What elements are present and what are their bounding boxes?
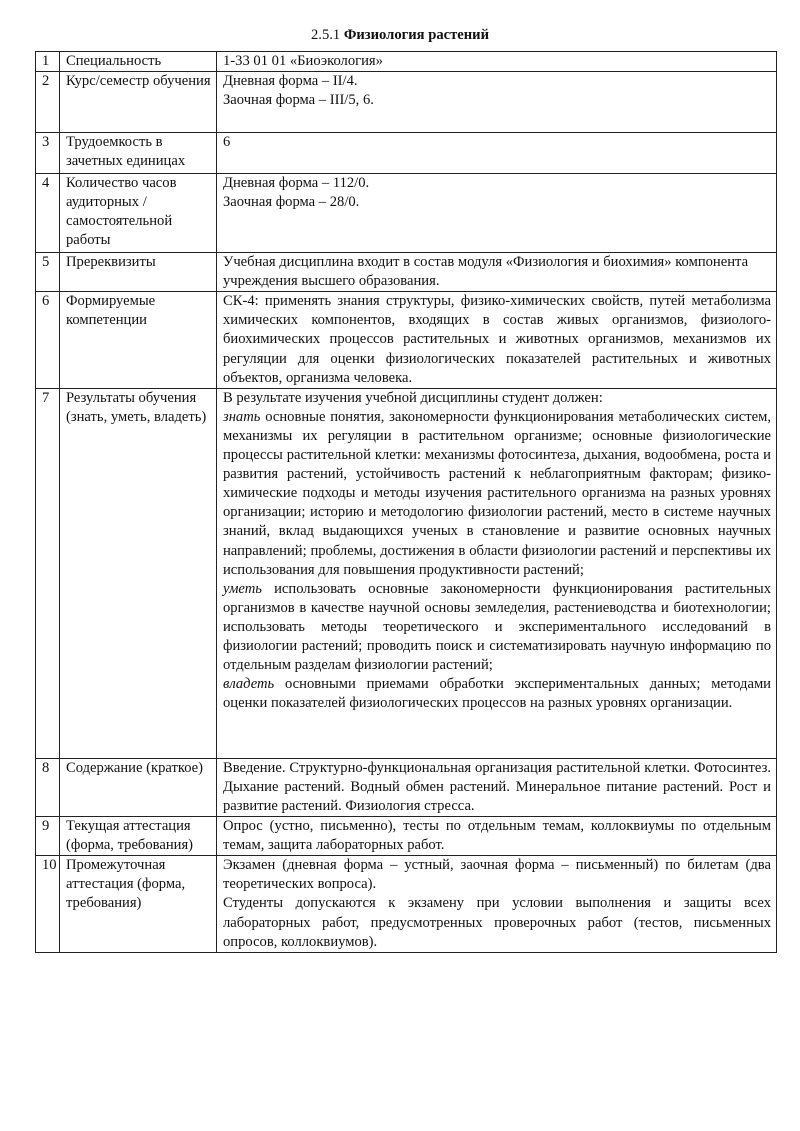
can-text: использовать основные закономерности функционирования растительных организмов в качестве научной основы земледелия, растениеводства и биотехнологии; использовать методы теоретического и экспериментального исследований в физиологии растений; проводить поиск и систематизировать научную информацию по отдельным разделам физиологии растений;: [223, 580, 771, 674]
discipline-title: Физиология растений: [343, 27, 489, 43]
know-text: основные понятия, закономерности функционирования метаболических систем, механизмы их регуляции в растительном организме; основные физиологические процессы растительной клетки: механизмы фотосинтеза, дыхания, водообмена, роста и развития растений, устойчивость растений к неблагоприятным факторам; физико-химические подходы и методы изучения растительного организма на разных уровнях организации; историю и методологию физиологии растений, место в системе научных знаний, вклад выдающихся ученых в становление и развитие основных научных направлений; проблемы, достижения в области физиологии растений и перспективы их использования для повышения продуктивности растений;: [223, 408, 771, 578]
table-row: [36, 72, 777, 133]
row-number: 8: [36, 758, 60, 816]
value-line: Заочная форма – 28/0.: [223, 194, 360, 211]
value-paragraph: Экзамен (дневная форма – устный, заочная форма – письменный) по билетам (два теоретических вопроса).: [223, 857, 771, 893]
table-row: [36, 292, 777, 388]
row-label: Содержание (краткое): [60, 758, 217, 816]
value-line: Заочная форма – III/5, 6.: [223, 92, 374, 109]
table-row: [36, 52, 777, 72]
table-row: [36, 758, 777, 816]
row-number: 6: [36, 292, 60, 388]
section-title: [0, 26, 800, 45]
section-number: 2.5.1: [311, 27, 341, 43]
row-number: 1: [36, 52, 60, 72]
row-value: 6: [217, 133, 777, 174]
own-term: владеть: [223, 676, 275, 693]
row-number: 2: [36, 72, 60, 133]
outcome-can: [223, 580, 771, 675]
table-row: [36, 133, 777, 174]
know-term: знать: [223, 408, 261, 425]
row-value: 1-33 01 01 «Биоэкология»: [217, 52, 777, 72]
row-label: Текущая аттестация (форма, требования): [60, 817, 217, 856]
can-term: уметь: [223, 580, 262, 597]
row-value: СК-4: применять знания структуры, физико-химических свойств, путей метаболизма химических компонентов, входящих в состав живых организмов, физиолого-биохимических процессов растительных и животных организмов, механизмов их регуляции для оценки физиологических показателей растительных и животных объектов, организма человека.: [217, 292, 777, 388]
outcome-know: [223, 408, 771, 580]
row-value: Учебная дисциплина входит в состав модуля «Физиология и биохимия» компонента учреждения высшего образования.: [217, 253, 777, 292]
row-number: 3: [36, 133, 60, 174]
row-label: Пререквизиты: [60, 253, 217, 292]
row-number: 4: [36, 174, 60, 253]
own-text: основными приемами обработки экспериментальных данных; методами оценки показателей физиологических процессов на разных уровнях организации.: [223, 676, 771, 712]
row-value: [217, 72, 777, 133]
outcome-own: [223, 675, 771, 713]
row-label: Результаты обучения (знать, уметь, владеть): [60, 388, 217, 758]
table-row: [36, 817, 777, 856]
row-label: Формируемые компетенции: [60, 292, 217, 388]
value-line: Дневная форма – II/4.: [223, 73, 358, 90]
row-label: Специальность: [60, 52, 217, 72]
row-value: Опрос (устно, письменно), тесты по отдельным темам, коллоквиумы по отдельным темам, защита лабораторных работ.: [217, 817, 777, 856]
row-number: 9: [36, 817, 60, 856]
row-label: Промежуточная аттестация (форма, требования): [60, 856, 217, 952]
row-label: Количество часов аудиторных / самостоятельной работы: [60, 174, 217, 253]
row-number: 7: [36, 388, 60, 758]
row-value: [217, 856, 777, 952]
value-paragraph: Студенты допускаются к экзамену при условии выполнения и защиты всех лабораторных работ, предусмотренных проверочных работ (тестов, письменных опросов, коллоквиумов).: [223, 895, 771, 950]
table-row: [36, 253, 777, 292]
row-label: Курс/семестр обучения: [60, 72, 217, 133]
table-row: [36, 174, 777, 253]
row-value: [217, 388, 777, 758]
row-number: 5: [36, 253, 60, 292]
row-value: Введение. Структурно-функциональная организация растительной клетки. Фотосинтез. Дыхание растений. Водный обмен растений. Минеральное питание растений. Рост и развитие растений. Физиология стресса.: [217, 758, 777, 816]
table-row: [36, 388, 777, 758]
value-line: Дневная форма – 112/0.: [223, 175, 370, 192]
outcomes-intro: В результате изучения учебной дисциплины студент должен:: [223, 389, 603, 406]
row-label: Трудоемкость в зачетных единицах: [60, 133, 217, 174]
row-number: 10: [36, 856, 60, 952]
syllabus-table: [35, 51, 777, 953]
table-row: [36, 856, 777, 952]
row-value: [217, 174, 777, 253]
